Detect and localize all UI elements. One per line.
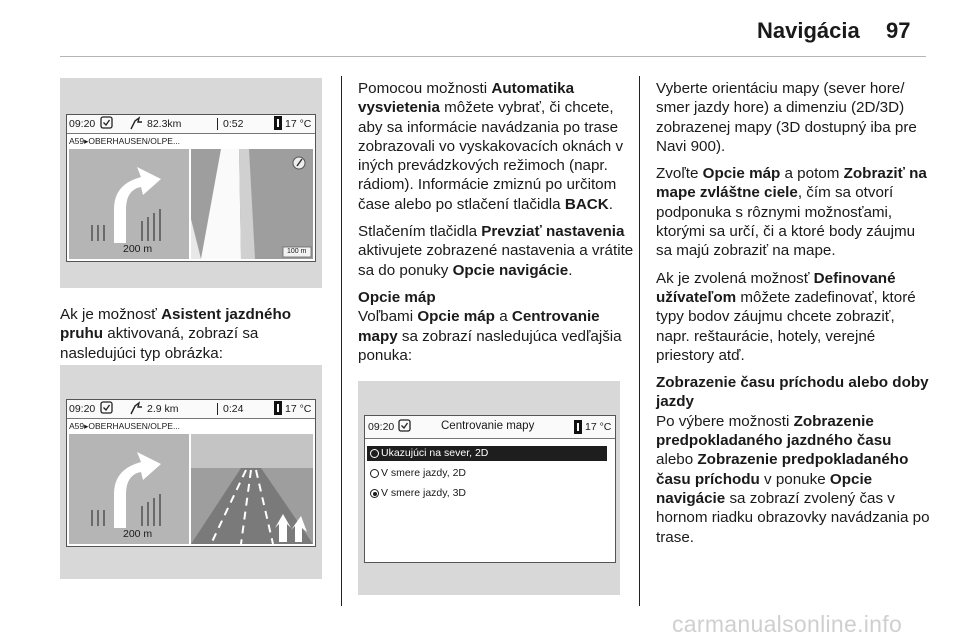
flag-icon (129, 116, 143, 133)
text: . (568, 261, 573, 279)
status-separator (217, 118, 218, 130)
clock: 09:20 (69, 403, 96, 415)
option-north-up-2d[interactable] (367, 446, 607, 461)
option-label: V smere jazdy, 3D (381, 487, 466, 499)
page-header-title: Navigácia (757, 18, 860, 43)
term-back-button: BACK (564, 195, 609, 213)
term-auto-popup: Automatika vysvietenia (358, 80, 575, 117)
term-lane-assist: Asistent jazdného pruhu (60, 306, 292, 343)
text: sa zobrazí zvolený čas v hornom riadku obrazovky navádzania po trase. (656, 489, 930, 546)
column-divider-1 (341, 76, 342, 606)
paragraph-poi-display (656, 164, 932, 260)
compass-icon (398, 419, 411, 435)
option-label: Ukazujúci na sever, 2D (381, 447, 489, 459)
text: a potom (780, 165, 844, 183)
turn-arrow-panel (69, 149, 189, 259)
turn-arrow-panel (69, 434, 189, 544)
highway-lanes-graphic (191, 434, 313, 544)
clock: 09:20 (368, 421, 395, 433)
turn-distance: 200 m (123, 528, 153, 540)
thermometer-icon (273, 116, 283, 133)
column-1 (60, 305, 332, 371)
text: v ponuke (759, 470, 830, 488)
status-bar (67, 115, 315, 134)
remaining-distance: 82.3km (147, 118, 182, 130)
route-label (67, 419, 315, 433)
thermometer-icon (573, 420, 583, 437)
text: Pomocou možnosti (358, 80, 492, 97)
clock: 09:20 (69, 118, 96, 130)
text: , čím sa otvorí podponuka s rôznymi možnosťami, ktorými sa určí, či a ktoré body záujmu sa majú zobraziť na mape. (656, 184, 916, 260)
page-number: 97 (886, 18, 911, 43)
map-panel (191, 149, 313, 259)
section-heading-arrival-time: Zobrazenie času príchodu alebo doby jazdy (656, 374, 929, 411)
text: alebo (656, 451, 698, 469)
map-centering-screen (364, 415, 616, 563)
watermark: carmanualsonline.info (672, 611, 903, 637)
status-separator (217, 403, 218, 415)
paragraph-lane-assist (60, 305, 332, 363)
road-map-graphic (191, 149, 313, 259)
text: Stlačením tlačidla (358, 223, 482, 241)
menu-title: Centrovanie mapy (441, 420, 535, 432)
text: aktivovaná, zobrazí sa nasledujúci typ obrázka: (60, 325, 259, 362)
column-divider-2 (639, 76, 640, 606)
column-2 (358, 79, 634, 373)
text: sa zobrazí nasledujúca vedľajšia ponuka: (358, 327, 622, 364)
lane-assist-screen (66, 399, 316, 547)
term-arrival-time: Zobrazenie predpokladaného času príchodu (656, 451, 909, 488)
term-show-poi: Zobraziť na mape zvláštne ciele (656, 165, 927, 202)
text: . (608, 195, 613, 213)
option-heading-up-2d[interactable] (367, 466, 607, 481)
outside-temperature: 17 °C (585, 421, 612, 433)
text: Ak je možnosť (60, 306, 162, 323)
turn-arrow-icon (69, 149, 189, 245)
turn-distance: 200 m (123, 243, 153, 255)
text: Zvoľte (656, 165, 703, 183)
radio-selected-icon (370, 489, 379, 498)
route-text: A59▸OBERHAUSEN/OLPE... (69, 421, 181, 431)
compass-icon (100, 116, 113, 132)
term-map-options: Opcie máp (702, 165, 781, 183)
term-map-options: Opcie máp (417, 308, 495, 326)
option-heading-up-3d[interactable] (367, 486, 607, 501)
section-heading-map-options: Opcie máp (358, 288, 436, 306)
text: Ak je zvolená možnosť (656, 269, 814, 287)
term-navigation-options: Opcie navigácie (656, 470, 873, 507)
term-map-centering: Centrovanie mapy (358, 308, 600, 345)
compass-icon (100, 401, 113, 417)
lane-assist-screenshot (60, 365, 322, 579)
paragraph-auto-popup (358, 79, 634, 214)
outside-temperature: 17 °C (285, 118, 312, 130)
remaining-time: 0:24 (223, 403, 244, 415)
guidance-screenshot-map (60, 78, 322, 288)
term-user-defined: Definované užívateľom (656, 269, 896, 306)
flag-icon (129, 401, 143, 418)
status-bar (67, 400, 315, 419)
lane-view-panel (191, 434, 313, 544)
thermometer-icon (273, 401, 283, 418)
text: Po výbere možnosti (656, 412, 794, 430)
remaining-time: 0:52 (223, 118, 244, 130)
map-centering-screenshot (358, 381, 620, 595)
text: a (494, 308, 512, 326)
term-navigation-options: Opcie navigácie (452, 261, 569, 279)
status-bar (365, 416, 615, 439)
paragraph-map-orientation: Vyberte orientáciu mapy (sever hore/ smer jazdy hore) a dimenziu (2D/3D) zobrazenej mapy (3D dostupný iba pre Navi 900). (656, 80, 917, 155)
column-3 (656, 79, 932, 555)
paragraph-arrival-time (656, 412, 932, 547)
term-apply-settings: Prevziať nastavenia (481, 223, 625, 241)
text: aktivujete zobrazené nastavenia a vrátite sa do ponuky (358, 242, 634, 279)
paragraph-user-defined (656, 269, 932, 365)
text: môžete vybrať, či chcete, aby sa informácie navádzania po trase zobrazovali vo vyskakovacích oknách v iných prevádzkových režimoch (napr. rádiom). Informácie zmiznú po určitom čase alebo po stlačení tlačidla (358, 99, 624, 213)
route-text: A59▸OBERHAUSEN/OLPE... (69, 136, 181, 146)
turn-arrow-icon (69, 434, 189, 530)
paragraph-map-centering (358, 307, 634, 365)
text: Voľbami (358, 308, 418, 326)
option-label: V smere jazdy, 2D (381, 467, 466, 479)
guidance-screen (66, 114, 316, 262)
text: môžete zadefinovať, ktoré typy bodov záujmu chcete zobraziť, napr. reštaurácie, hotely, verejné priestory atď. (656, 288, 916, 364)
outside-temperature: 17 °C (285, 403, 312, 415)
header-divider (60, 56, 926, 57)
term-travel-time: Zobrazenie predpokladaného jazdného času (656, 412, 892, 450)
radio-icon (370, 469, 379, 478)
radio-icon (370, 449, 379, 458)
map-scale: 100 m (287, 248, 307, 255)
route-label (67, 134, 315, 148)
paragraph-apply-settings (358, 222, 634, 280)
remaining-distance: 2.9 km (147, 403, 179, 415)
